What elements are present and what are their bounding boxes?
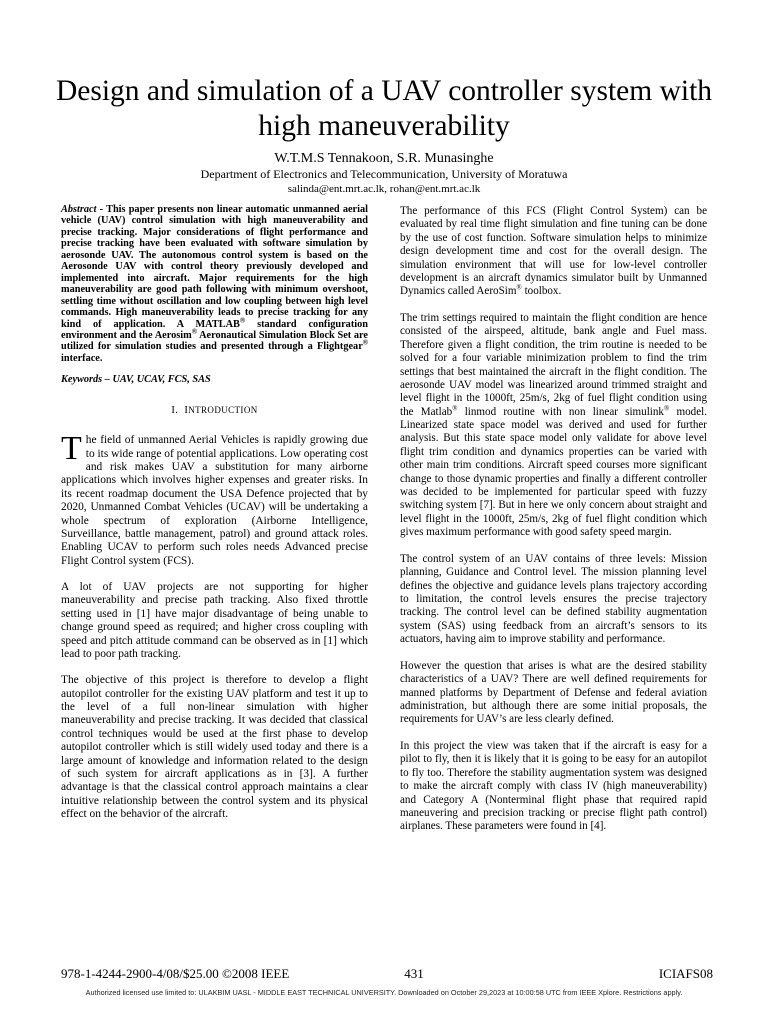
introduction-body (61, 430, 368, 821)
paragraph: The performance of this FCS (Flight Control System) can be evaluated by real time flight simulation and fine tuning can be done by the use of cost function. Software simulation helps to minimize design development time and cost for the overall design. The simulation environment that will use for low-level controller development is an aircraft dynamics simulator built by Unmanned Dynamics called AeroSim® toolbox. (400, 205, 707, 298)
paragraph: However the question that arises is what are the desired stability characteristics of a UAV? There are well defined requirements for manned platforms by Department of Defense and federal aviation administration, but although there are some initial proposals, the requirements for UAV’s are less clearly defined. (400, 659, 707, 726)
footer-conference: ICIAFS08 (658, 966, 713, 981)
abstract-text: Abstract - This paper presents non linear automatic unmanned aerial vehicle (UAV) control simulation with high maneuverability and precise tracking. Major considerations of flight performance and precise tracking have been evaluated with software simulation by aerosonde UAV. The autonomous control system is based on the Aerosonde UAV with control theory previously developed and implemented into aircraft. Major requirements for the high maneuverability are good path following with minimum overshoot, settling time without oscillation and low coupling between high level commands. High maneuverability leads to precise tracking for any kind of application. A MATLAB® standard configuration environment and the Aerosim® Aeronautical Simulation Block Set are utilized for simulation studies and presented through a Flightgear® interface. (61, 204, 368, 364)
right-column (400, 205, 707, 834)
paragraph: The trim settings required to maintain the flight condition are hence consisted of the airspeed, altitude, bank angle and Fuel mass. Therefore given a flight condition, the trim routine is needed to be solved for a four variable minimization problem to find the trim settings that best maintained the aircraft in the flight condition. The aerosonde UAV model was linearized around trimmed straight and level flight in the 1000ft, 25m/s, 2kg of fuel flight condition using the Matlab® linmod routine with non linear simulink® model. Linearized state space model was derived and used for further analysis. But this state space model only validate for above level flight trim condition and dynamics properties can be varied with other main trim conditions. Aircraft speed courses more significant change to those dynamic properties and finally a different controller was decided to be implemented for particular speed with fuzzy switching system [7]. But in here we only concern about straight and level flight in the 1000ft, 25m/s, 2kg of fuel flight condition which gives maximum performance with good safety speed margin. (400, 312, 707, 539)
authors: W.T.M.S Tennakoon, S.R. Munasinghe (274, 151, 494, 166)
footer-page-number: 431 (404, 966, 424, 981)
paragraph: The objective of this project is therefore to develop a flight autopilot controller for the existing UAV platform and test it up to the level of a full non-linear simulation with higher maneuverability and precise tracking. It was decided that classical control techniques would be used at the first phase to develop autopilot controller which is still widely used today and there is a large amount of knowledge and information related to the design of such system for aircraft applications as in [3]. A further advantage is that the classical control approach maintains a clear intuitive relationship between the control system and its physical effect on the behavior of the aircraft. (61, 674, 368, 821)
paragraph: In this project the view was taken that if the aircraft is easy for a pilot to fly, then it is likely that it is going to be easy for an autopilot to fly too. Therefore the stability augmentation system was designed to make the aircraft comply with class IV (high maneuverability) and Category A (Nonterminal flight phase that required rapid maneuvering and precision tracking or precise flight path control) airplanes. These parameters were found in [4]. (400, 740, 707, 833)
abstract-label: Abstract (61, 204, 97, 215)
author-emails: salinda@ent.mrt.ac.lk, rohan@ent.mrt.ac.lk (287, 183, 481, 195)
drop-cap: T (61, 430, 82, 468)
affiliation: Department of Electronics and Telecommunication, University of Moratuwa (200, 167, 568, 181)
left-column (61, 204, 368, 821)
abstract (61, 204, 368, 364)
keywords: Keywords – UAV, UCAV, FCS, SAS (61, 374, 211, 386)
paper-title: Design and simulation of a UAV controller system with high maneuverability (55, 75, 713, 142)
paragraph: A lot of UAV projects are not supporting for higher maneuverability and precise path tracking. Also fixed throttle setting used in [1] have major disadvantage of being unable to change ground speed as required; and higher cross coupling with speed and pitch attitude command can be observed as in [1] which lead to poor path tracking. (61, 581, 368, 660)
license-notice: Authorized licensed use limited to: ULAKBIM UASL - MIDDLE EAST TECHNICAL UNIVERSITY. Downloaded on October 29,2023 at 10:00:58 UTC from IEEE Xplore. Restrictions apply. (85, 988, 683, 997)
paragraph: The control system of an UAV contains of three levels: Mission planning, Guidance and Control level. The mission planning level defines the objective and guidance levels plans trajectory according to limitation, the control levels ensures the precise trajectory tracking. The control level can be defined stability augmentation system (SAS) using feedback from an aircraft’s sensors to its actuators, having aim to improve stability and performance. (400, 552, 707, 646)
paragraph: The field of unmanned Aerial Vehicles is rapidly growing due to its wide range of potential applications. Low operating cost and risk makes UAV a substitution for many airborne applications which involves higher expenses and greater risks. In its recent roadmap document the USA Defence projected that by 2020, Unmanned Combat Vehicles (UCAV) will be undertaking a whole spectrum of exploration (Airborne Intelligence, Surveillance, battle management, patrol) and ground attack roles. Enabling UCAV to perform such roles needs Advanced precise Flight Control system (FCS). (61, 430, 368, 567)
section-heading-introduction: I. INTRODUCTION (171, 405, 258, 417)
footer-isbn: 978-1-4244-2900-4/08/$25.00 ©2008 IEEE (61, 966, 290, 981)
section-number: I. (171, 405, 179, 417)
